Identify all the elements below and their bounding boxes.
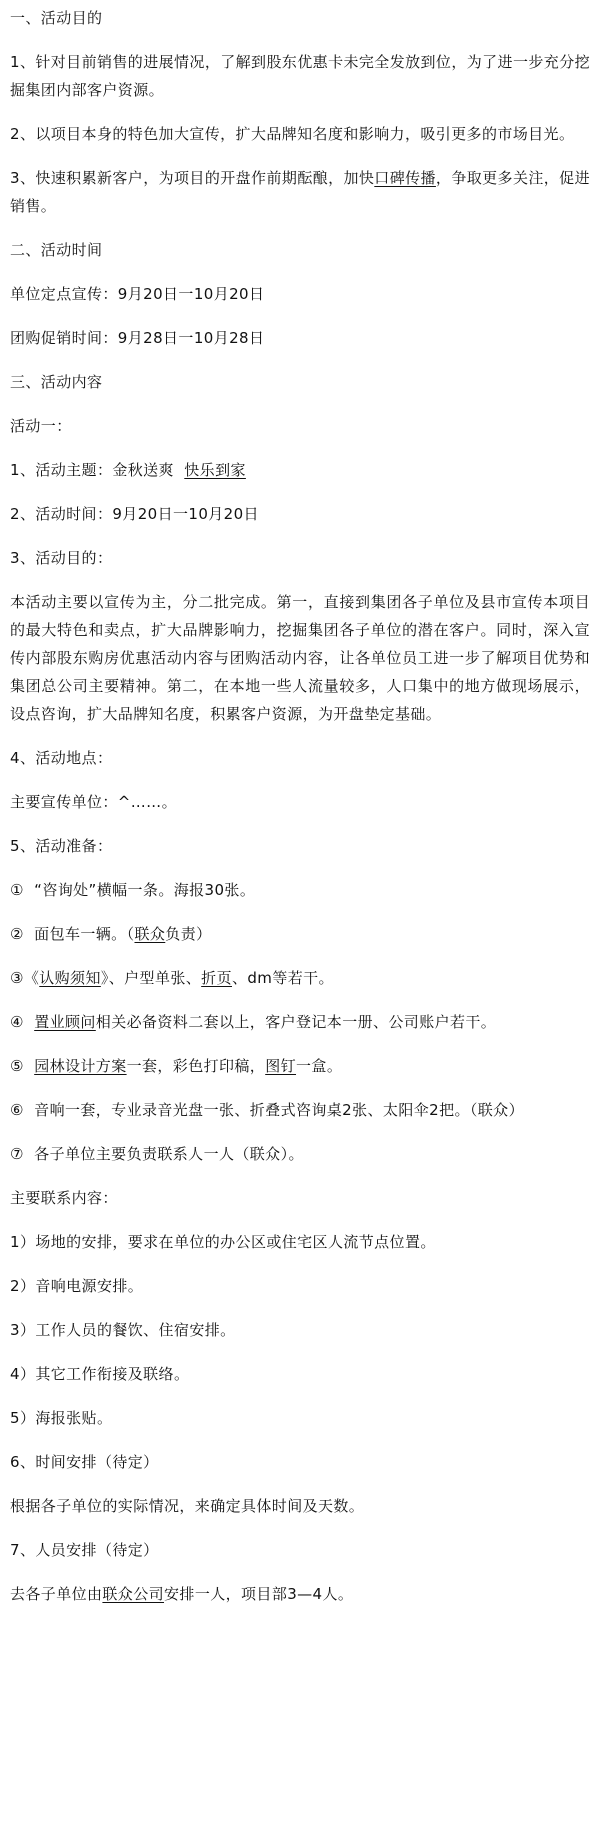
purpose-item-3: [10, 164, 590, 220]
lianzhong-company-link[interactable]: 联众公司: [102, 1585, 165, 1603]
prep-item-3-text-b: 》、户型单张、: [100, 969, 202, 987]
purpose-item-3-text-a: 3、快速积累新客户，为项目的开盘作前期酝酿，加快: [10, 169, 375, 187]
landscape-design-link[interactable]: 园林设计方案: [34, 1057, 127, 1075]
contact-item-5: 5）海报张贴。: [10, 1409, 113, 1427]
activity-preparation-label: 5、活动准备：: [10, 837, 113, 855]
prep-item-4-text-a: ④: [10, 1013, 35, 1031]
prep-item-3: [10, 964, 590, 992]
heading-activity-purpose: 一、活动目的: [10, 9, 103, 27]
main-contact-label: 主要联系内容：: [10, 1189, 118, 1207]
main-promotion-units: 主要宣传单位：^……。: [10, 793, 177, 811]
contact-item-1: 1）场地的安排，要求在单位的办公区或住宅区人流节点位置。: [10, 1233, 436, 1251]
unit-promotion-time: 单位定点宣传：9月20日一10月20日: [10, 285, 265, 303]
thumbtack-link[interactable]: 图钉: [265, 1057, 297, 1075]
prep-item-5-text-c: 一盒。: [296, 1057, 343, 1075]
heading-activity-time: 二、活动时间: [10, 241, 103, 259]
purpose-item-2: 2、以项目本身的特色加大宣传，扩大品牌知名度和影响力，吸引更多的市场目光。: [10, 125, 575, 143]
prep-item-5-text-b: 一套，彩色打印稿，: [126, 1057, 266, 1075]
prep-item-6: ⑥ 音响一套，专业录音光盘一张、折叠式咨询桌2张、太阳伞2把。（联众）: [10, 1101, 524, 1119]
activity-location-label: 4、活动地点：: [10, 749, 113, 767]
staff-arrangement-label: 7、人员安排（待定）: [10, 1541, 159, 1559]
activity-purpose-paragraph: 本活动主要以宣传为主，分二批完成。第一，直接到集团各子单位及县市宣传本项目的最大特色和卖点，扩大品牌影响力，挖掘集团各子单位的潜在客户。同时，深入宣传内部股东购房优惠活动内容与团购活动内容，让各单位员工进一步了解项目优势和集团总公司主要精神。第二，在本地一些人流量较多，人口集中的地方做现场展示，设点咨询，扩大品牌知名度，积累客户资源，为开盘垫定基础。: [10, 593, 590, 723]
contact-item-2: 2）音响电源安排。: [10, 1277, 144, 1295]
purpose-item-3-text-b: ，争取更多关注，促进销售。: [10, 169, 590, 215]
sales-consultant-link[interactable]: 置业顾问: [34, 1013, 96, 1031]
staff-arrangement-text: [10, 1580, 590, 1608]
purpose-item-1: 1、针对目前销售的进展情况，了解到股东优惠卡未完全发放到位，为了进一步充分挖掘集团内部客户资源。: [10, 53, 590, 99]
purchase-notice-link[interactable]: 认购须知: [39, 969, 101, 987]
contact-item-3: 3）工作人员的餐饮、住宿安排。: [10, 1321, 236, 1339]
prep-item-2-text-b: 负责）: [165, 925, 212, 943]
lianzhong-link[interactable]: 联众: [134, 925, 166, 943]
staff-arrangement-text-a: 去各子单位由: [10, 1585, 103, 1603]
activity-one-label: 活动一：: [10, 417, 72, 435]
prep-item-5-text-a: ⑤: [10, 1057, 35, 1075]
prep-item-4: [10, 1008, 590, 1036]
brochure-link[interactable]: 折页: [201, 969, 232, 987]
activity-theme: [10, 456, 590, 484]
time-arrangement-text: 根据各子单位的实际情况，来确定具体时间及天数。: [10, 1497, 365, 1515]
activity-purpose-label: 3、活动目的：: [10, 549, 113, 567]
prep-item-2: [10, 920, 590, 948]
contact-item-4: 4）其它工作衔接及联络。: [10, 1365, 190, 1383]
activity-theme-text: 1、活动主题：金秋送爽: [10, 461, 185, 479]
document-body: [10, 0, 590, 1624]
activity-time: 2、活动时间：9月20日一10月20日: [10, 505, 259, 523]
word-of-mouth-link[interactable]: 口碑传播: [374, 169, 436, 187]
prep-item-3-text-c: 、dm等若干。: [231, 969, 334, 987]
staff-arrangement-text-b: 安排一人，项目部3—4人。: [164, 1585, 354, 1603]
prep-item-2-text-a: ② 面包车一辆。（: [10, 925, 135, 943]
time-arrangement-label: 6、时间安排（待定）: [10, 1453, 159, 1471]
prep-item-1: ① “咨询处”横幅一条。海报30张。: [10, 881, 256, 899]
prep-item-7: ⑦ 各子单位主要负责联系人一人（联众）。: [10, 1145, 304, 1163]
prep-item-4-text-b: 相关必备资料二套以上，客户登记本一册、公司账户若干。: [95, 1013, 497, 1031]
prep-item-5: [10, 1052, 590, 1080]
prep-item-3-text-a: ③《: [10, 969, 40, 987]
heading-activity-content: 三、活动内容: [10, 373, 103, 391]
group-promotion-time: 团购促销时间：9月28日一10月28日: [10, 329, 265, 347]
happy-home-link[interactable]: 快乐到家: [184, 461, 246, 479]
